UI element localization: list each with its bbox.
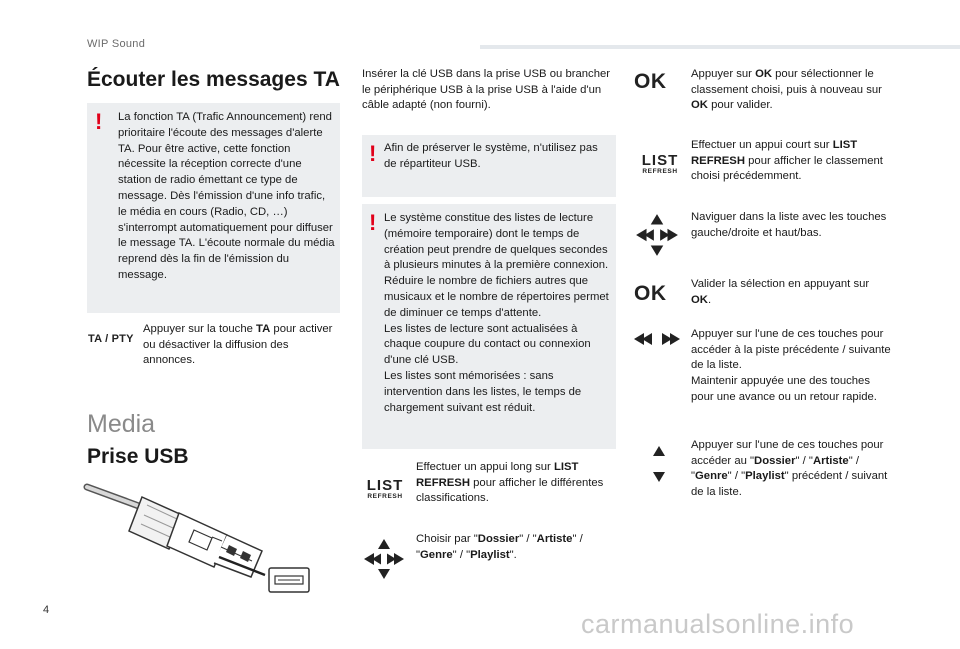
header-divider	[480, 45, 960, 49]
list-refresh-button-icon: LIST REFRESH	[641, 152, 679, 175]
choose-classification-text: Choisir par "Dossier" / "Artiste" / "Genre" / "Playlist".	[416, 533, 583, 561]
note-playlists-text: Le système constitue des listes de lecture (mémoire temporaire) dont le temps de création peut prendre de quelques secondes à plusieurs minutes à la première connexion. Réduire le nombre de fichiers autres que musicaux et le nombre de répertoires permet de diminuer ce temps d'attente. Les listes de lecture sont actualisées à chaque coupure du contact ou connexion d'une clé USB. Les listes sont mémorisées : sans intervention dans les listes, le temps de chargement suivant est réduit.	[384, 212, 609, 414]
ok-select-text: Appuyer sur OK pour sélectionner le classement choisi, puis à nouveau sur OK pour valider.	[691, 68, 882, 112]
ok-button-icon: OK	[634, 70, 667, 93]
warning-icon: !	[369, 210, 377, 235]
ta-pty-button-icon: TA / PTY	[88, 333, 134, 345]
previous-next-track-text: Appuyer sur l'une de ces touches pour accéder à la piste précédente / suivante de la liste. Maintenir appuyée une des touches pour une avance ou un retour rapide.	[691, 328, 891, 403]
list-refresh-long-press-text: Effectuer un appui long sur LIST REFRESH pour afficher le différentes classifications.	[416, 461, 604, 505]
note-usb-hub-text: Afin de préserver le système, n'utilisez pas de répartiteur USB.	[384, 142, 598, 170]
previous-next-folder-text: Appuyer sur l'une de ces touches pour accéder au "Dossier" / "Artiste" / "Genre" / "Playlist" précédent / suivant de la liste.	[691, 439, 888, 499]
navigate-list-text: Naviguer dans la liste avec les touches gauche/droite et haut/bas.	[691, 211, 887, 239]
media-heading: Media	[87, 410, 156, 438]
page-number: 4	[43, 604, 50, 616]
watermark: carmanualsonline.info	[581, 609, 855, 639]
ok-button-icon: OK	[634, 282, 667, 305]
warning-icon: !	[369, 141, 377, 166]
note-ta-text: La fonction TA (Trafic Announcement) rend prioritaire l'écoute des messages d'alerte TA. Pour être active, cette fonction nécessite la réception correcte d'une station de radio émettant ce type de message. Dès l'émission d'une info trafic, le média en cours (Radio, CD, …) s'interrompt automatiquement pour diffuser le message TA. L'écoute normale du média reprend dès la fin de l'émission du message.	[118, 111, 335, 281]
warning-icon: !	[95, 109, 103, 134]
four-way-arrows-icon	[362, 537, 406, 581]
usb-intro: Insérer la clé USB dans la prise USB ou brancher le périphérique USB à la prise USB à l'aide d'un câble adapté (non fourni).	[362, 68, 611, 112]
title-ta: Écouter les messages TA	[87, 68, 340, 91]
section-header: WIP Sound	[87, 38, 146, 50]
tapty-instruction: Appuyer sur la touche TA pour activer ou désactiver la diffusion des annonces.	[143, 323, 333, 367]
left-right-arrows-icon	[634, 332, 680, 346]
four-way-arrows-icon	[634, 212, 680, 258]
list-refresh-short-press-text: Effectuer un appui court sur LIST REFRESH pour afficher le classement choisi précédemment.	[691, 139, 883, 183]
ok-validate-text: Valider la sélection en appuyant sur OK.	[691, 278, 870, 306]
usb-plug-illustration	[87, 475, 327, 600]
note-box-usb-hub	[362, 135, 616, 197]
up-down-arrows-icon	[652, 446, 666, 482]
usb-heading: Prise USB	[87, 445, 189, 468]
list-refresh-button-icon: LIST REFRESH	[366, 477, 404, 500]
note-box-ta	[87, 103, 340, 313]
note-box-playlists	[362, 204, 616, 449]
